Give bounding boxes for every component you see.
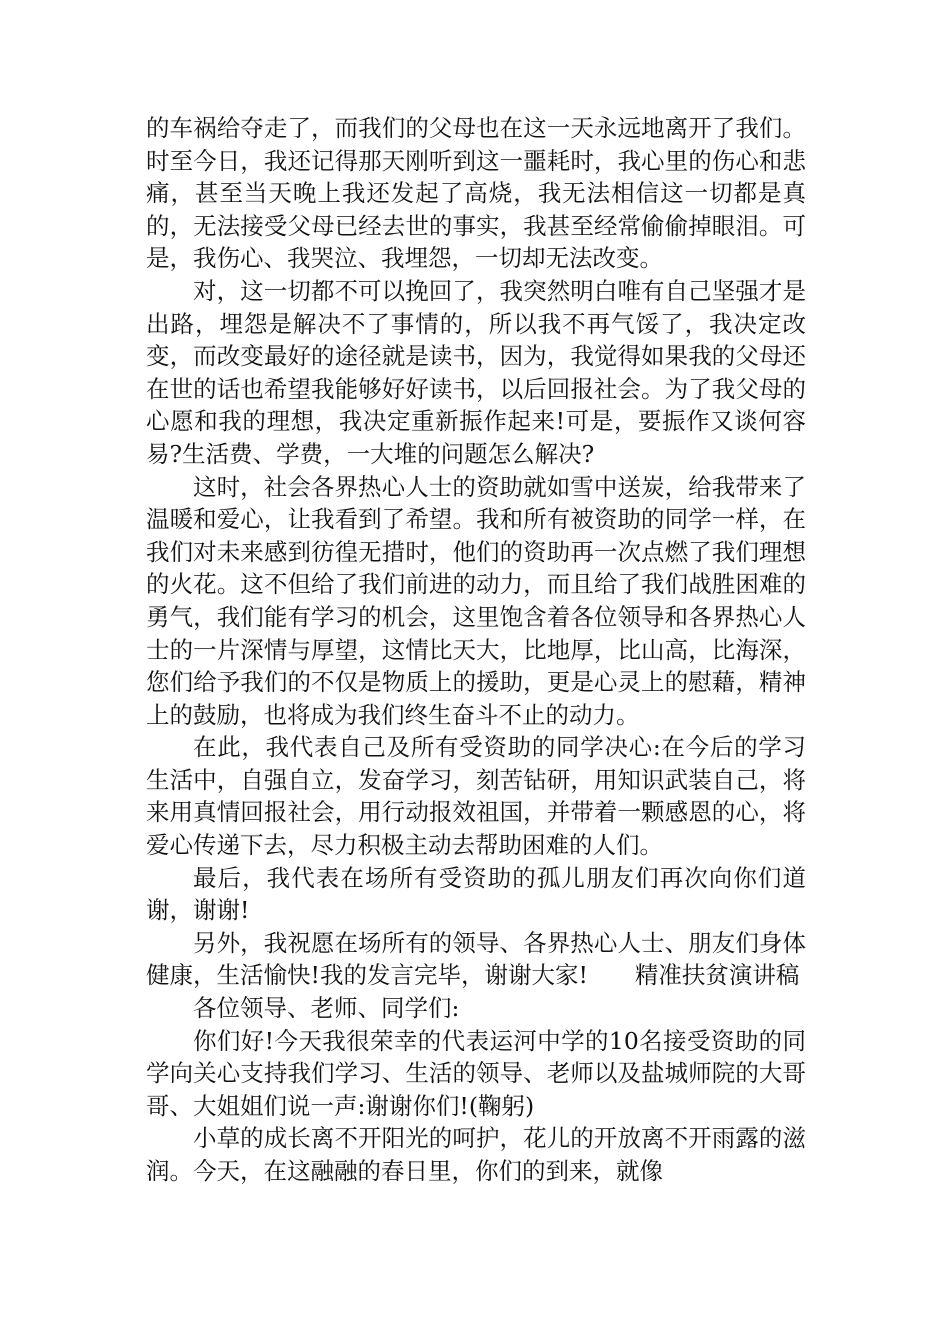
- paragraph-4: 在此，我代表自己及所有受资助的同学决心:在今后的学习生活中，自强自立，发奋学习，刻苦钻研，用知识武装自己，将来用真情回报社会，用行动报效祖国，并带着一颗感恩的心，将爱心传递下去，尽力积极主动去帮助困难的人们。: [146, 733, 806, 860]
- paragraph-7: 各位领导、老师、同学们:: [193, 994, 460, 1023]
- document-body: [146, 112, 806, 1188]
- paragraph-2: 对，这一切都不可以挽回了，我突然明白唯有自己坚强才是出路，埋怨是解决不了事情的，所以我不再气馁了，我决定改变，而改变最好的途径就是读书，因为，我觉得如果我的父母还在世的话也希望我能够好好读书，以后回报社会。为了我父母的心愿和我的理想，我决定重新振作起来!可是，要振作又谈何容易?生活费、学费，一大堆的问题怎么解决?: [146, 276, 806, 468]
- paragraph-1: 的车祸给夺走了，而我们的父母也在这一天永远地离开了我们。时至今日，我还记得那天刚听到这一噩耗时，我心里的伤心和悲痛，甚至当天晚上我还发起了高烧，我无法相信这一切都是真的，无法接受父母已经去世的事实，我甚至经常偷偷掉眼泪。可是，我伤心、我哭泣、我埋怨，一切却无法改变。: [146, 114, 806, 273]
- paragraph-3: 这时，社会各界热心人士的资助就如雪中送炭，给我带来了温暖和爱心，让我看到了希望。我和所有被资助的同学一样，在我们对未来感到彷徨无措时，他们的资助再一次点燃了我们理想的火花。这不但给了我们前进的动力，而且给了我们战胜困难的勇气，我们能有学习的机会，这里饱含着各位领导和各界热心人士的一片深情与厚望，这情比天大，比地厚，比山高，比海深，您们给予我们的不仅是物质上的援助，更是心灵上的慰藉，精神上的鼓励，也将成为我们终生奋斗不止的动力。: [146, 472, 806, 729]
- paragraph-9: 小草的成长离不开阳光的呵护，花儿的开放离不开雨露的滋润。今天，在这融融的春日里，你们的到来，就像: [146, 1124, 806, 1185]
- paragraph-8: 你们好!今天我很荣幸的代表运河中学的10名接受资助的同学向关心支持我们学习、生活的领导、老师以及盐城师院的大哥哥、大姐姐们说一声:谢谢你们!(鞠躬): [146, 1026, 806, 1120]
- paragraph-5: 最后，我代表在场所有受资助的孤儿朋友们再次向你们道谢，谢谢!: [146, 863, 806, 925]
- paragraph-6: 另外，我祝愿在场所有的领导、各界热心人士、朋友们身体健康，生活愉快!我的发言完毕，谢谢大家! 精准扶贫演讲稿: [146, 928, 806, 990]
